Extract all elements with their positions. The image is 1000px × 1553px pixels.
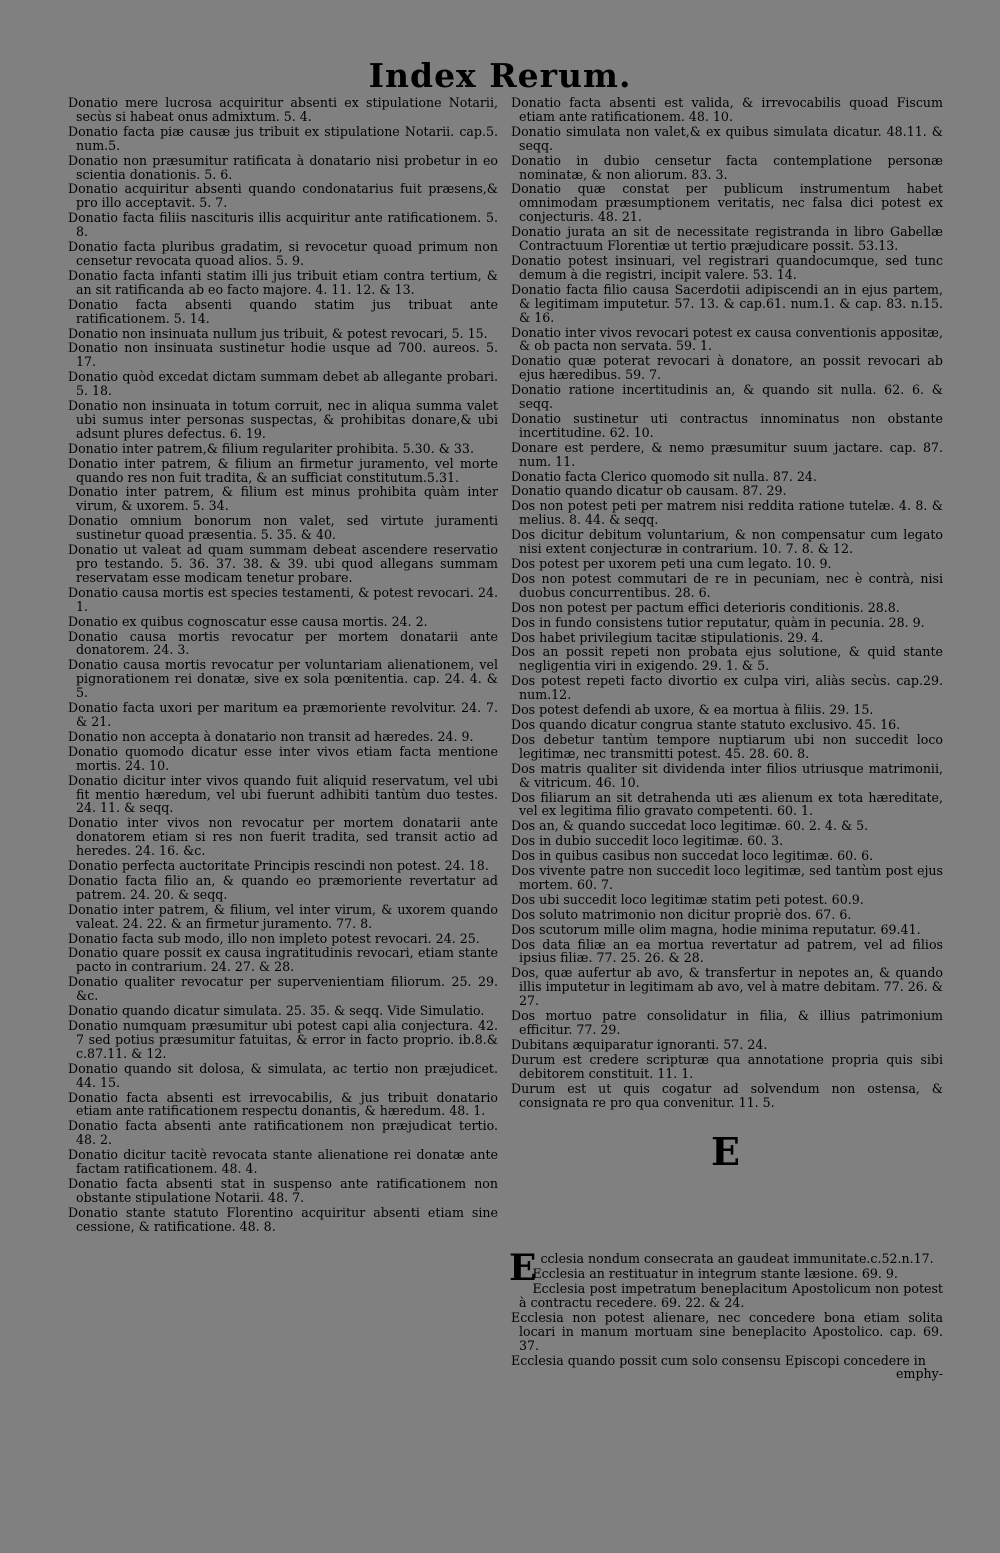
index-entry: Donatio inter patrem,& filium regulariter prohibita. 5.30. & 33. xyxy=(68,440,474,456)
index-entry: Donatio non insinuata in totum corruit, nec in aliqua summa valet ubi sumus inter personas suspectas, & prohibitas donare,& ubi adsunt plures defectus. 6. 19. xyxy=(68,398,498,441)
index-entry: Donatio inter patrem, & filium an firmetur juramento, vel morte quando res non fuit tradita, & an sufficiat constitutum.5.31. xyxy=(68,455,498,485)
index-entry: Donatio inter patrem, & filium, vel inter virum, & uxorem quando valeat. 24. 22. & an firmetur juramento. 77. 8. xyxy=(68,901,498,931)
index-entry: Donatio non accepta à donatario non transit ad hæredes. 24. 9. xyxy=(68,728,474,744)
index-entry: Ecclesia non potest alienare, nec concedere bona etiam solita locari in manum mortuam sine beneplacito Apostolico. cap. 69. 37. xyxy=(511,1310,943,1353)
index-entry: Donatio facta filio an, & quando eo præmoriente revertatur ad patrem. 24. 20. & seqq. xyxy=(68,872,498,902)
index-entry: Ecclesia quando possit cum solo consensu Episcopi concedere in xyxy=(511,1352,926,1368)
index-entry: Durum est credere scripturæ qua annotatione propria quis sibi debitorem constituit. 11. 1. xyxy=(511,1051,943,1081)
index-entry: Donatio inter vivos revocari potest ex causa conventionis appositæ, & ob pacta non servata. 59. 1. xyxy=(511,324,943,354)
index-entry: Donatio jurata an sit de necessitate registranda in libro Gabellæ Contractuum Florentiæ ut tertio præjudicare possit. 53.13. xyxy=(511,224,943,254)
index-entry: Donatio causa mortis revocatur per voluntariam alienationem, vel pignorationem rei donatæ, sive ex sola pœnitentia. cap. 24. 4. & 5. xyxy=(68,657,498,701)
left-column xyxy=(68,96,498,1235)
index-entry: Dos vivente patre non succedit loco legitimæ, sed tantùm post ejus mortem. 60. 7. xyxy=(511,863,943,892)
index-entry: Donatio quando sit dolosa, & simulata, ac tertio non præjudicet. 44. 15. xyxy=(68,1060,498,1090)
index-entry: Ecclesia post impetratum beneplacitum Apostolicum non potest à contractu recedere. 69. 22. & 24. xyxy=(519,1281,943,1311)
index-entry: Dos matris qualiter sit dividenda inter filios utriusque matrimonii, & vitricum. 46. 10. xyxy=(511,760,943,790)
index-entry: Dubitans æquiparatur ignoranti. 57. 24. xyxy=(511,1036,768,1052)
index-entry: Dos non potest commutari de re in pecuniam, nec è contrà, nisi duobus concurrentibus. 28. 6. xyxy=(511,570,943,600)
index-entry-text: cclesia nondum consecrata an gaudeat immunitate.c.52.n.17. xyxy=(540,1251,934,1267)
index-entry: Dos in dubio succedit loco legitimæ. 60. 3. xyxy=(511,833,784,849)
index-entry: Dos habet privilegium tacitæ stipulationis. 29. 4. xyxy=(511,629,824,645)
index-entry: Donatio quomodo dicatur esse inter vivos etiam facta mentione mortis. 24. 10. xyxy=(68,743,498,773)
index-entry: Donatio numquam præsumitur ubi potest capi alia conjectura. 42. 7 sed potius præsumitur fatuitas, & error in facto proprio. ib.8.& c.87.11. & 12. xyxy=(68,1018,498,1061)
index-entry: Dos potest per uxorem peti una cum legato. 10. 9. xyxy=(511,556,832,571)
index-entry: Dos data filiæ an ea mortua revertatur ad patrem, vel ad filios ipsius filiæ. 77. 25. 26. & 28. xyxy=(511,936,943,966)
index-entry: Donatio facta absenti quando statim jus tribuat ante ratificationem. 5. 14. xyxy=(68,296,498,326)
index-entry: Donatio omnium bonorum non valet, sed virtute juramenti sustinetur quoad præsentia. 5. 35. & 40. xyxy=(68,513,498,543)
index-entry: Dos scutorum mille olim magna, hodie minima reputatur. 69.41. xyxy=(511,921,921,937)
index-entry: Donatio facta infanti statim illi jus tribuit etiam contra tertium, & an sit ratificanda ab eo facto majore. 4. 11. 12. & 13. xyxy=(68,267,498,297)
index-entry: Dos non potest peti per matrem nisi reddita ratione tutelæ. 4. 8. & melius. 8. 44. & seqq. xyxy=(511,498,943,528)
right-column-entries xyxy=(511,96,943,1109)
index-entry: Dos ubi succedit loco legitimæ statim peti potest. 60.9. xyxy=(511,891,864,907)
index-entry: Donatio inter vivos non revocatur per mortem donatarii ante donatorem etiam si res non fuerit tradita, sed transit actio ad heredes. 24. 16. &c. xyxy=(68,815,498,859)
e-entries xyxy=(509,1247,943,1368)
index-entry: Donatio quæ poterat revocari à donatore, an possit revocari ab ejus hæredibus. 59. 7. xyxy=(511,353,943,383)
index-entry: Donatio quando dicatur ob causam. 87. 29. xyxy=(511,483,787,499)
index-entry: Donatio non insinuata nullum jus tribuit, & potest revocari, 5. 15. xyxy=(68,325,488,341)
dropcap-letter: E xyxy=(509,1247,537,1290)
index-entry: Donatio facta absenti ante ratificationem non præjudicat tertio. 48. 2. xyxy=(68,1118,498,1148)
index-entry: Donatio facta pluribus gradatim, si revocetur quoad primum non censetur revocata quoad alios. 5. 9. xyxy=(68,239,498,268)
index-entry: Donatio dicitur inter vivos quando fuit aliquid reservatum, vel ubi fit mentio hæredum, vel ubi fuerunt adhibiti tantùm duo testes. 24. 11. & seqq. xyxy=(68,772,498,816)
index-entry: Donatio ratione incertitudinis an, & quando sit nulla. 62. 6. & seqq. xyxy=(511,382,943,412)
index-entry: Donatio facta Clerico quomodo sit nulla. 87. 24. xyxy=(511,468,817,484)
index-entry: Donatio mere lucrosa acquiritur absenti ex stipulatione Notarii, secùs si habeat onus admixtum. 5. 4. xyxy=(68,95,498,124)
section-e xyxy=(511,1110,943,1252)
index-entry: Donatio quæ constat per publicum instrumentum habet omnimodam præsumptionem veritatis, nec falsa dici potest ex conjecturis. 48. 21. xyxy=(511,181,943,225)
index-entry: Dos potest defendi ab uxore, & ea mortua à filiis. 29. 15. xyxy=(511,702,874,718)
right-column xyxy=(511,96,943,1381)
index-entry: Donatio non præsumitur ratificata à donatario nisi probetur in eo scientia donationis. 5. 6. xyxy=(68,152,498,182)
index-entry: Dos an possit repeti non probata ejus solutione, & quid stante negligentia viri in exigendo. 29. 1. & 5. xyxy=(511,644,943,674)
index-entry: Donatio qualiter revocatur per supervenientiam filiorum. 25. 29. &c. xyxy=(68,974,498,1004)
index-entry: Donatio facta piæ causæ jus tribuit ex stipulatione Notarii. cap.5. num.5. xyxy=(68,123,498,153)
index-entry: Dos in fundo consistens tutior reputatur, quàm in pecunia. 28. 9. xyxy=(511,614,925,630)
index-entry: Dos mortuo patre consolidatur in filia, & illius patrimonium efficitur. 77. 29. xyxy=(511,1008,943,1037)
index-entry: Donatio facta filiis nascituris illis acquiritur ante ratificationem. 5. 8. xyxy=(68,210,498,240)
index-entry: Donatio causa mortis est species testamenti, & potest revocari. 24. 1. xyxy=(68,584,498,614)
index-entry: Donatio quòd excedat dictam summam debet ab allegante probari. 5. 18. xyxy=(68,369,498,399)
index-entry: Donare est perdere, & nemo præsumitur suum jactare. cap. 87. num. 11. xyxy=(511,439,943,469)
section-letter: E xyxy=(711,1129,740,1175)
index-entry: Dos potest repeti facto divortio ex culpa viri, aliàs secùs. cap.29. num.12. xyxy=(511,673,943,703)
index-entry: Donatio dicitur tacitè revocata stante alienatione rei donatæ ante factam ratificationem. 48. 4. xyxy=(68,1147,498,1177)
index-entry: Dos an, & quando succedat loco legitimæ. 60. 2. 4. & 5. xyxy=(511,818,869,834)
catchword: emphy- xyxy=(896,1365,943,1381)
index-entry: Dos non potest per pactum effici deterioris conditionis. 28.8. xyxy=(511,599,900,615)
index-entry: Donatio potest insinuari, vel registrari quandocumque, sed tunc demum à die registri, incipit valere. 53. 14. xyxy=(511,252,943,282)
index-entry: Dos filiarum an sit detrahenda uti æs alienum ex tota hæreditate, vel ex legitima filio gravato competenti. 60. 1. xyxy=(511,789,943,819)
index-entry: Dos quando dicatur congrua stante statuto exclusivo. 45. 16. xyxy=(511,716,901,732)
index-entry: Donatio perfecta auctoritate Principis rescindi non potest. 24. 18. xyxy=(68,858,489,874)
page-title: Index Rerum. xyxy=(368,56,632,95)
index-entry: Donatio facta filio causa Sacerdotii adipiscendi an in ejus partem, & legitimam imputetur. 57. 13. & cap.61. num.1. & cap. 83. n.15. & 16. xyxy=(511,281,943,325)
index-entry: Durum est ut quis cogatur ad solvendum non ostensa, & consignata re pro qua convenitur. 11. 5. xyxy=(511,1080,943,1110)
index-entry: Donatio in dubio censetur facta contemplatione personæ nominatæ, & non aliorum. 83. 3. xyxy=(511,152,943,182)
index-entry: Donatio simulata non valet,& ex quibus simulata dicatur. 48.11. & seqq. xyxy=(511,123,943,153)
index-entry: Dos, quæ aufertur ab avo, & transfertur in nepotes an, & quando illis imputetur in legitimam ab avo, vel à matre debitam. 77. 26. & 27. xyxy=(511,965,943,1009)
index-entry: Donatio quando dicatur simulata. 25. 35. & seqq. Vide Simulatio. xyxy=(68,1003,485,1019)
index-entry: Donatio facta sub modo, illo non impleto potest revocari. 24. 25. xyxy=(68,930,480,946)
index-entry: Dos soluto matrimonio non dicitur propriè dos. 67. 6. xyxy=(511,906,852,922)
index-entry: Ecclesia an restituatur in integrum stante læsione. 69. 9. xyxy=(532,1266,898,1282)
index-entry: Dos dicitur debitum voluntarium, & non compensatur cum legato nisi extent conjecturæ in contrarium. 10. 7. 8. & 12. xyxy=(511,527,943,557)
index-entry: Donatio non insinuata sustinetur hodie usque ad 700. aureos. 5. 17. xyxy=(68,340,498,370)
index-entry: Dos in quibus casibus non succedat loco legitimæ. 60. 6. xyxy=(511,848,874,864)
index-entry: Donatio acquiritur absenti quando condonatarius fuit præsens,& pro illo acceptavit. 5. 7. xyxy=(68,181,498,211)
index-entry: Donatio ex quibus cognoscatur esse causa mortis. 24. 2. xyxy=(68,613,428,629)
index-entry: Donatio facta absenti est irrevocabilis, & jus tribuit donatario etiam ante ratificationem respectu donantis, & hæredum. 48. 1. xyxy=(68,1089,498,1119)
index-entry: Donatio facta absenti stat in suspenso ante ratificationem non obstante stipulatione Notarii. 48. 7. xyxy=(68,1175,498,1205)
index-entry: Donatio ut valeat ad quam summam debeat ascendere reservatio pro testando. 5. 36. 37. 38. & 39. ubi quod allegans summam reservatam esse modicam tenetur probare. xyxy=(68,542,498,585)
index-entry: Donatio facta uxori per maritum ea præmoriente revolvitur. 24. 7. & 21. xyxy=(68,700,498,729)
index-entry: Dos debetur tantùm tempore nuptiarum ubi non succedit loco legitimæ, nec transmitti potest. 45. 28. 60. 8. xyxy=(511,731,943,761)
index-entry: Donatio causa mortis revocatur per mortem donatarii ante donatorem. 24. 3. xyxy=(68,628,498,658)
index-entry: Donatio facta absenti est valida, & irrevocabilis quoad Fiscum etiam ante ratificationem. 48. 10. xyxy=(511,95,943,124)
index-entry: Donatio stante statuto Florentino acquiritur absenti etiam sine cessione, & ratificatione. 48. 8. xyxy=(68,1204,498,1234)
index-entry: Donatio sustinetur uti contractus innominatus non obstante incertitudine. 62. 10. xyxy=(511,410,943,440)
index-entry: Donatio quare possit ex causa ingratitudinis revocari, etiam stante pacto in contrarium. 24. 27. & 28. xyxy=(68,945,498,975)
index-entry: Donatio inter patrem, & filium est minus prohibita quàm inter virum, & uxorem. 5. 34. xyxy=(68,484,498,514)
